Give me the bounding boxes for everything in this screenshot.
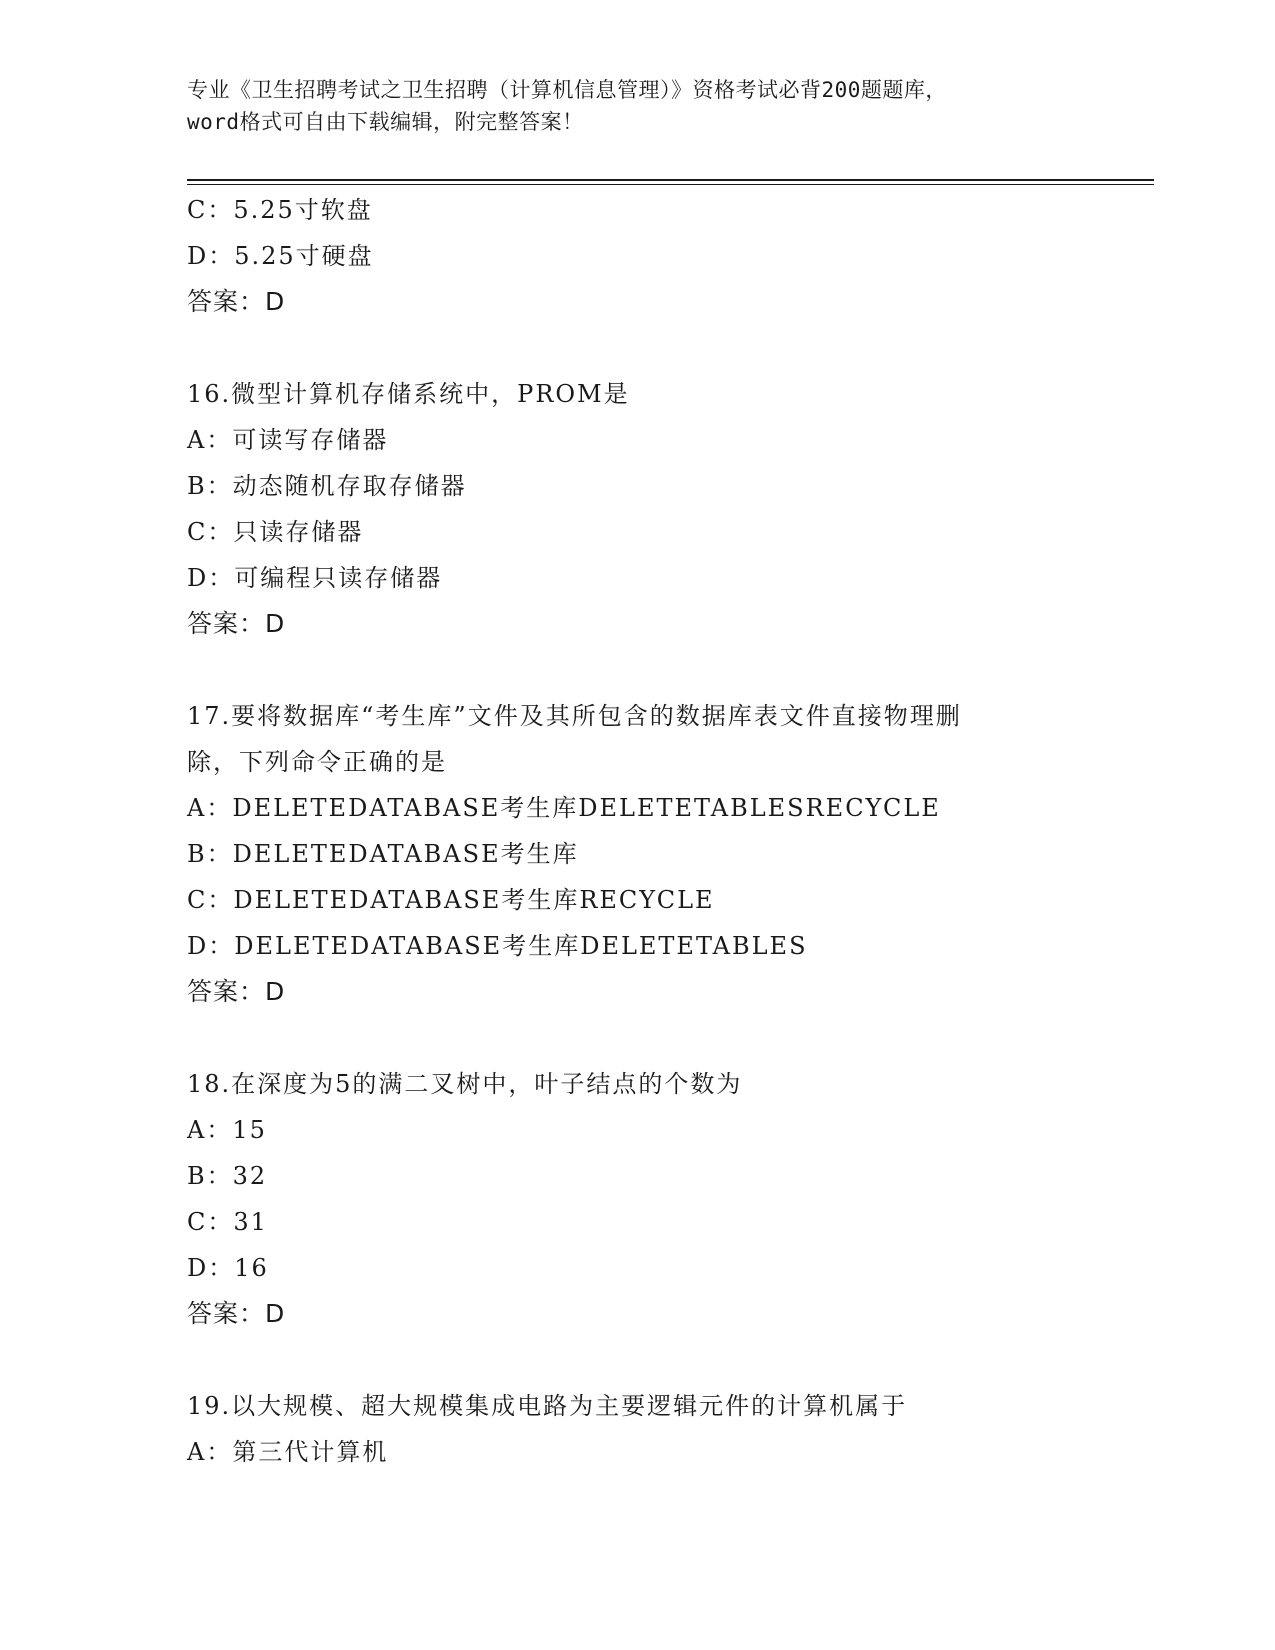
- option-c: C：只读存储器: [187, 518, 364, 546]
- option-c: C：DELETEDATABASE考生库RECYCLE: [187, 886, 715, 914]
- option-d: D：DELETEDATABASE考生库DELETETABLES: [187, 932, 808, 960]
- question-15: [187, 187, 1087, 325]
- answer-line: 答案：D: [187, 609, 286, 638]
- header-line-2: word格式可自由下载编辑，附完整答案！: [187, 110, 584, 134]
- option-c: C：31: [187, 1208, 268, 1236]
- option-d: D：16: [187, 1254, 269, 1282]
- question-list: [187, 187, 1087, 1475]
- question-19: [187, 1383, 1087, 1475]
- option-b: B：32: [187, 1162, 268, 1190]
- answer-line: 答案：D: [187, 287, 286, 316]
- option-a: A：第三代计算机: [187, 1438, 389, 1466]
- question-18: [187, 1061, 1087, 1337]
- question-stem: 19.以大规模、超大规模集成电路为主要逻辑元件的计算机属于: [187, 1392, 908, 1420]
- option-a: A：DELETEDATABASE考生库DELETETABLESRECYCLE: [187, 794, 941, 822]
- option-a: A：15: [187, 1116, 267, 1144]
- header-rule-thin: [187, 184, 1154, 185]
- question-stem: 16.微型计算机存储系统中，PROM是: [187, 380, 630, 408]
- question-16: [187, 371, 1087, 647]
- option-b: B：DELETEDATABASE考生库: [187, 840, 579, 868]
- header-line-1: 专业《卫生招聘考试之卫生招聘（计算机信息管理）》资格考试必背200题题库，: [187, 78, 947, 102]
- question-stem: 17.要将数据库“考生库”文件及其所包含的数据库表文件直接物理删: [187, 702, 962, 730]
- header-rule-thick: [187, 179, 1154, 181]
- question-17: [187, 693, 1087, 1015]
- question-stem: 18.在深度为5的满二叉树中，叶子结点的个数为: [187, 1070, 743, 1098]
- option-a: A：可读写存储器: [187, 426, 389, 454]
- answer-line: 答案：D: [187, 1299, 286, 1328]
- option-d: D：5.25寸硬盘: [187, 242, 374, 270]
- option-d: D：可编程只读存储器: [187, 564, 443, 592]
- document-header: [187, 74, 1087, 138]
- option-b: B：动态随机存取存储器: [187, 472, 467, 500]
- option-c: C：5.25寸软盘: [187, 196, 373, 224]
- question-stem-continued: 除，下列命令正确的是: [187, 748, 447, 776]
- answer-line: 答案：D: [187, 977, 286, 1006]
